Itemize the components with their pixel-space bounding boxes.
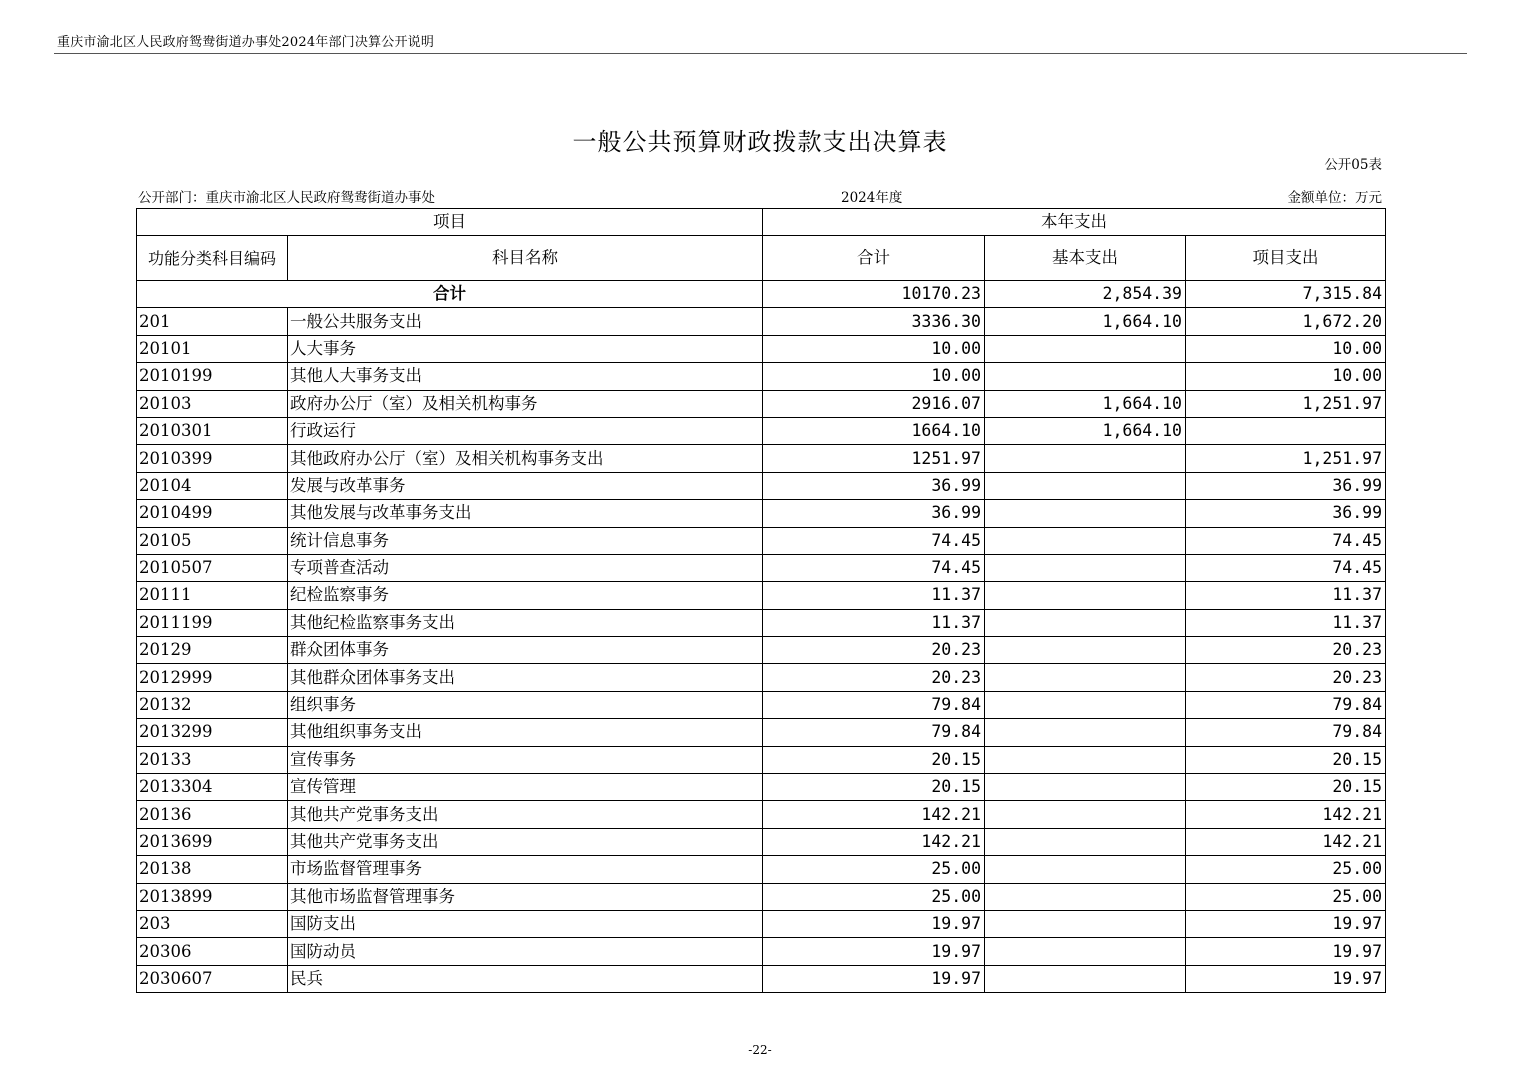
row-total: 10.00 <box>763 335 985 362</box>
table-row <box>137 910 1386 937</box>
document-header: 重庆市渝北区人民政府鸳鸯街道办事处2024年部门决算公开说明 <box>57 35 435 50</box>
row-basic <box>985 527 1186 554</box>
row-code: 2011199 <box>137 609 288 636</box>
row-total: 20.15 <box>763 774 985 801</box>
row-basic <box>985 719 1186 746</box>
row-total: 2916.07 <box>763 390 985 417</box>
row-basic: 1,664.10 <box>985 390 1186 417</box>
column-header-code: 功能分类科目编码 <box>137 236 288 281</box>
table-row <box>137 774 1386 801</box>
row-name: 其他市场监督管理事务 <box>288 883 763 910</box>
row-total: 1251.97 <box>763 445 985 472</box>
row-basic <box>985 691 1186 718</box>
row-name: 其他群众团体事务支出 <box>288 664 763 691</box>
row-total: 142.21 <box>763 801 985 828</box>
row-project: 11.37 <box>1186 582 1386 609</box>
row-name: 其他发展与改革事务支出 <box>288 500 763 527</box>
row-total: 20.23 <box>763 664 985 691</box>
row-basic <box>985 774 1186 801</box>
row-code: 2013699 <box>137 828 288 855</box>
header-current-year-expense: 本年支出 <box>763 209 1386 236</box>
total-label: 合计 <box>137 281 763 308</box>
table-row <box>137 554 1386 581</box>
row-name: 政府办公厅（室）及相关机构事务 <box>288 390 763 417</box>
row-code: 203 <box>137 910 288 937</box>
row-project: 79.84 <box>1186 719 1386 746</box>
row-name: 专项普查活动 <box>288 554 763 581</box>
total-row <box>137 281 1386 308</box>
row-code: 20101 <box>137 335 288 362</box>
table-row <box>137 719 1386 746</box>
table-row <box>137 746 1386 773</box>
table-row <box>137 582 1386 609</box>
row-name: 宣传事务 <box>288 746 763 773</box>
table-number: 公开05表 <box>1324 157 1382 173</box>
row-basic <box>985 609 1186 636</box>
row-code: 20103 <box>137 390 288 417</box>
column-header-total: 合计 <box>763 236 985 281</box>
row-project: 79.84 <box>1186 691 1386 718</box>
row-project: 74.45 <box>1186 527 1386 554</box>
row-total: 10.00 <box>763 363 985 390</box>
row-project: 25.00 <box>1186 856 1386 883</box>
row-total: 20.23 <box>763 637 985 664</box>
column-header-basic: 基本支出 <box>985 236 1186 281</box>
row-code: 20138 <box>137 856 288 883</box>
row-total: 19.97 <box>763 965 985 992</box>
row-total: 20.15 <box>763 746 985 773</box>
row-total: 36.99 <box>763 472 985 499</box>
table-row <box>137 500 1386 527</box>
table-row <box>137 938 1386 965</box>
row-code: 20111 <box>137 582 288 609</box>
row-code: 20105 <box>137 527 288 554</box>
row-basic <box>985 746 1186 773</box>
row-code: 20306 <box>137 938 288 965</box>
row-project: 10.00 <box>1186 335 1386 362</box>
department-label: 公开部门：重庆市渝北区人民政府鸳鸯街道办事处 <box>138 190 435 206</box>
row-name: 市场监督管理事务 <box>288 856 763 883</box>
row-name: 民兵 <box>288 965 763 992</box>
row-name: 其他人大事务支出 <box>288 363 763 390</box>
row-total: 25.00 <box>763 856 985 883</box>
row-total: 25.00 <box>763 883 985 910</box>
row-basic <box>985 828 1186 855</box>
row-project: 36.99 <box>1186 500 1386 527</box>
row-name: 其他纪检监察事务支出 <box>288 609 763 636</box>
row-basic <box>985 801 1186 828</box>
row-basic <box>985 664 1186 691</box>
row-code: 2013299 <box>137 719 288 746</box>
row-project: 10.00 <box>1186 363 1386 390</box>
row-total: 1664.10 <box>763 417 985 444</box>
table-row <box>137 609 1386 636</box>
row-name: 纪检监察事务 <box>288 582 763 609</box>
table-row <box>137 527 1386 554</box>
table-row <box>137 856 1386 883</box>
row-name: 其他组织事务支出 <box>288 719 763 746</box>
row-name: 发展与改革事务 <box>288 472 763 499</box>
row-basic <box>985 554 1186 581</box>
row-code: 2012999 <box>137 664 288 691</box>
total-project: 7,315.84 <box>1186 281 1386 308</box>
row-project: 1,672.20 <box>1186 308 1386 335</box>
row-project: 20.15 <box>1186 774 1386 801</box>
table-row <box>137 417 1386 444</box>
table-row <box>137 445 1386 472</box>
total-amount: 10170.23 <box>763 281 985 308</box>
row-project: 20.23 <box>1186 664 1386 691</box>
row-basic <box>985 363 1186 390</box>
row-name: 一般公共服务支出 <box>288 308 763 335</box>
row-project: 1,251.97 <box>1186 390 1386 417</box>
table-row <box>137 691 1386 718</box>
row-total: 19.97 <box>763 938 985 965</box>
row-project: 142.21 <box>1186 801 1386 828</box>
row-total: 19.97 <box>763 910 985 937</box>
row-code: 2010499 <box>137 500 288 527</box>
row-basic: 1,664.10 <box>985 417 1186 444</box>
row-name: 国防动员 <box>288 938 763 965</box>
row-total: 36.99 <box>763 500 985 527</box>
row-basic <box>985 472 1186 499</box>
row-project: 25.00 <box>1186 883 1386 910</box>
row-basic <box>985 965 1186 992</box>
column-header-project: 项目支出 <box>1186 236 1386 281</box>
amount-unit-label: 金额单位：万元 <box>1287 190 1382 206</box>
row-total: 79.84 <box>763 691 985 718</box>
row-code: 20129 <box>137 637 288 664</box>
column-header-name: 科目名称 <box>288 236 763 281</box>
row-code: 201 <box>137 308 288 335</box>
table-row <box>137 363 1386 390</box>
row-name: 人大事务 <box>288 335 763 362</box>
table-row <box>137 472 1386 499</box>
row-basic <box>985 582 1186 609</box>
row-code: 2010301 <box>137 417 288 444</box>
header-item: 项目 <box>137 209 763 236</box>
table-row <box>137 664 1386 691</box>
row-total: 11.37 <box>763 582 985 609</box>
row-total: 3336.30 <box>763 308 985 335</box>
row-basic <box>985 856 1186 883</box>
row-project <box>1186 417 1386 444</box>
row-basic <box>985 883 1186 910</box>
row-name: 统计信息事务 <box>288 527 763 554</box>
row-project: 19.97 <box>1186 910 1386 937</box>
row-basic <box>985 445 1186 472</box>
row-code: 2010507 <box>137 554 288 581</box>
row-basic <box>985 637 1186 664</box>
row-project: 36.99 <box>1186 472 1386 499</box>
row-total: 74.45 <box>763 554 985 581</box>
row-name: 行政运行 <box>288 417 763 444</box>
row-basic <box>985 910 1186 937</box>
table-row <box>137 828 1386 855</box>
row-code: 2013304 <box>137 774 288 801</box>
row-code: 20133 <box>137 746 288 773</box>
row-total: 11.37 <box>763 609 985 636</box>
expenditure-table <box>136 208 1386 993</box>
row-total: 79.84 <box>763 719 985 746</box>
row-basic <box>985 335 1186 362</box>
row-basic <box>985 938 1186 965</box>
row-basic <box>985 500 1186 527</box>
row-name: 其他共产党事务支出 <box>288 801 763 828</box>
row-name: 其他共产党事务支出 <box>288 828 763 855</box>
row-code: 20132 <box>137 691 288 718</box>
table-row <box>137 801 1386 828</box>
row-total: 74.45 <box>763 527 985 554</box>
row-project: 20.23 <box>1186 637 1386 664</box>
row-code: 20104 <box>137 472 288 499</box>
table-row <box>137 335 1386 362</box>
row-total: 142.21 <box>763 828 985 855</box>
row-project: 19.97 <box>1186 965 1386 992</box>
header-row-2 <box>137 236 1386 281</box>
row-name: 国防支出 <box>288 910 763 937</box>
table-title: 一般公共预算财政拨款支出决算表 <box>572 128 948 156</box>
row-code: 2013899 <box>137 883 288 910</box>
row-code: 2030607 <box>137 965 288 992</box>
row-project: 142.21 <box>1186 828 1386 855</box>
row-project: 20.15 <box>1186 746 1386 773</box>
row-basic: 1,664.10 <box>985 308 1186 335</box>
fiscal-year-label: 2024年度 <box>841 190 903 206</box>
row-code: 20136 <box>137 801 288 828</box>
table-row <box>137 308 1386 335</box>
table-row <box>137 883 1386 910</box>
row-name: 群众团体事务 <box>288 637 763 664</box>
total-basic: 2,854.39 <box>985 281 1186 308</box>
row-code: 2010399 <box>137 445 288 472</box>
header-row-1 <box>137 209 1386 236</box>
header-divider <box>54 53 1467 54</box>
row-name: 其他政府办公厅（室）及相关机构事务支出 <box>288 445 763 472</box>
table-row <box>137 965 1386 992</box>
row-code: 2010199 <box>137 363 288 390</box>
row-name: 组织事务 <box>288 691 763 718</box>
table-row <box>137 390 1386 417</box>
row-name: 宣传管理 <box>288 774 763 801</box>
page-number: -22- <box>748 1043 772 1057</box>
row-project: 19.97 <box>1186 938 1386 965</box>
row-project: 1,251.97 <box>1186 445 1386 472</box>
row-project: 11.37 <box>1186 609 1386 636</box>
table-row <box>137 637 1386 664</box>
row-project: 74.45 <box>1186 554 1386 581</box>
